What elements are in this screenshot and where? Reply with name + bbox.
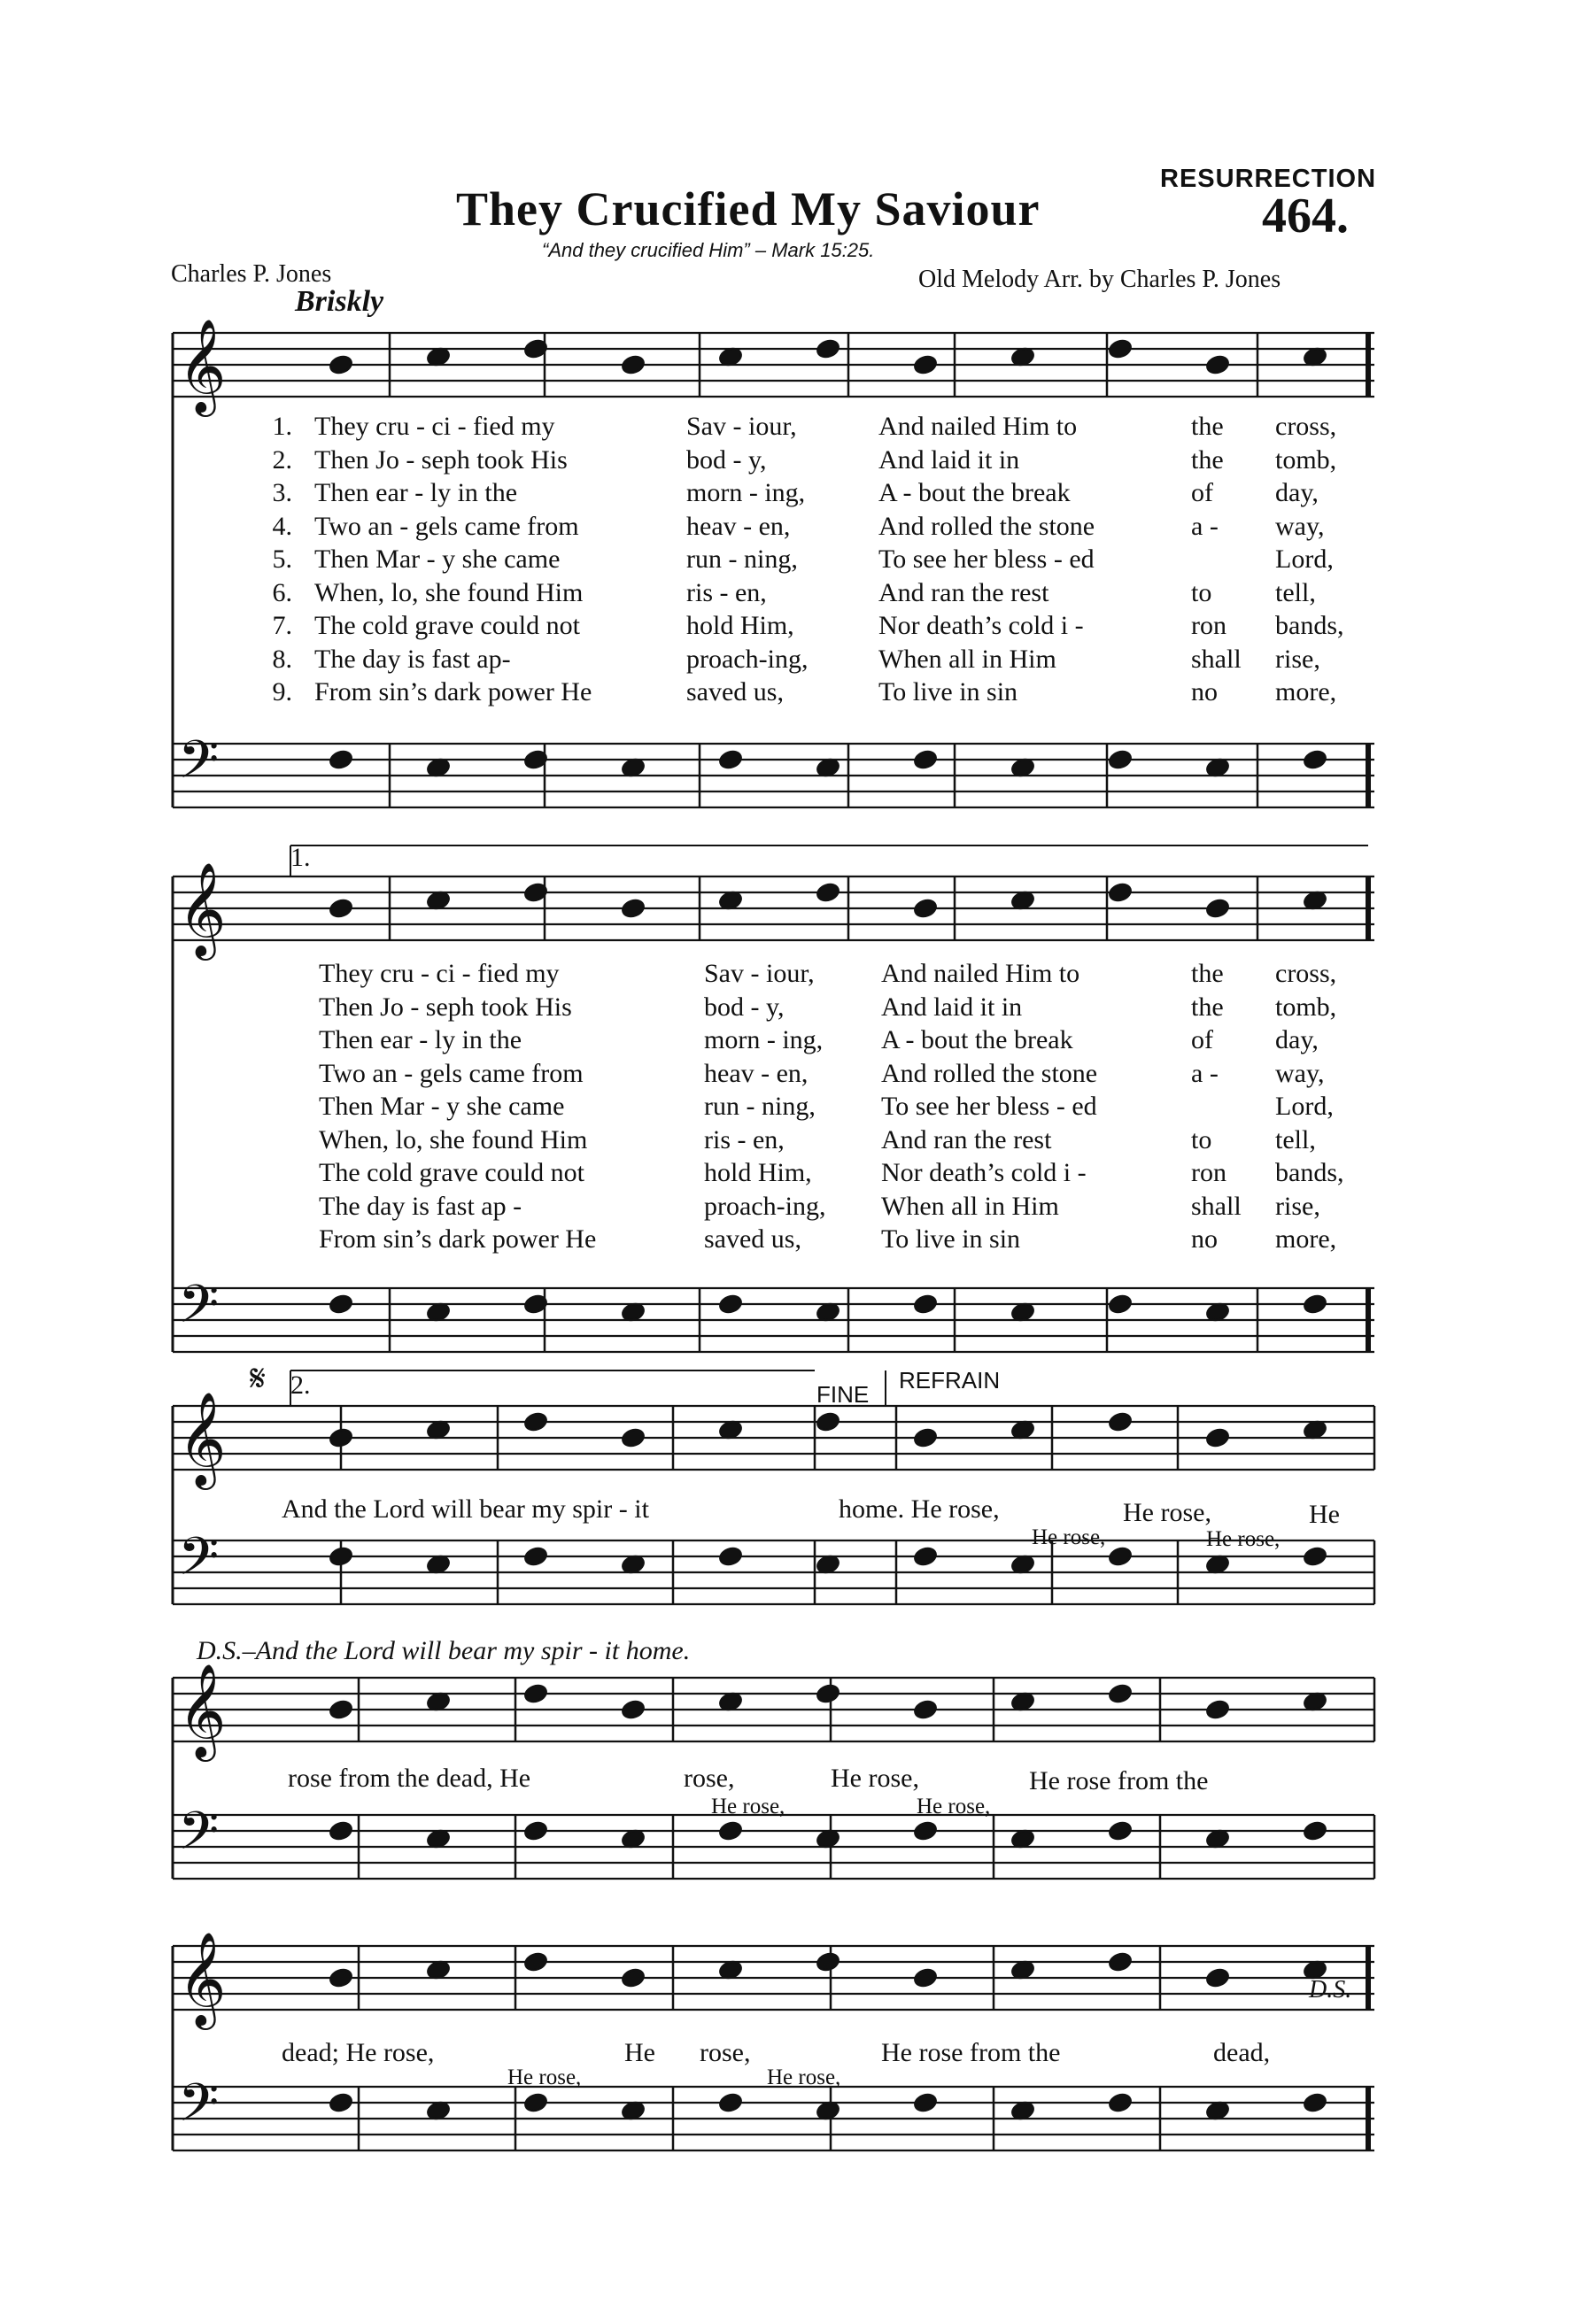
note-head — [523, 1546, 548, 1567]
verse-text-c: And rolled the stone — [878, 511, 1095, 541]
note-head — [913, 2092, 938, 2113]
verse-text-a: Then Jo - seph took His — [314, 444, 568, 475]
arranger-credit: Old Melody Arr. by Charles P. Jones — [918, 266, 1281, 293]
system5-lyric-a: dead; He rose, — [282, 2038, 435, 2067]
verse-number: 4. — [272, 511, 292, 541]
system4-lyric-c: He rose, — [831, 1764, 919, 1793]
system4-lyric-b: rose, — [684, 1764, 735, 1793]
note-head — [718, 749, 743, 770]
note-head — [1303, 1546, 1327, 1567]
note-head — [816, 1683, 840, 1704]
note-head — [1205, 898, 1230, 919]
hymn-number: 464. — [1262, 189, 1349, 243]
first-system-verse-line — [0, 512, 1594, 545]
second-system-verse-line — [0, 959, 1594, 992]
verse-text-b: morn - ing, — [686, 478, 806, 507]
second-system-verse-line — [0, 1158, 1594, 1192]
verse-text-e: rise, — [1275, 1191, 1320, 1221]
verse-text-d: shall — [1191, 644, 1242, 674]
note-head — [1108, 2092, 1133, 2113]
verse-text-e: Lord, — [1275, 1092, 1334, 1121]
note-head — [913, 898, 938, 919]
note-head — [718, 1546, 743, 1567]
verse-text-d: a - — [1191, 511, 1219, 541]
note-head — [329, 2092, 353, 2113]
clef-glyph: 𝄢 — [178, 1800, 220, 1874]
verse-text-d: the — [1191, 412, 1224, 441]
verse-text-e: tell, — [1275, 577, 1316, 607]
verse-text-b: proach-ing, — [704, 1191, 826, 1221]
system3-lyric-b: home. He rose, — [839, 1494, 1000, 1524]
system5-lyric-e: dead, — [1213, 2038, 1271, 2067]
verse-text-d: to — [1191, 577, 1212, 607]
verse-text-d: of — [1191, 1025, 1213, 1054]
system4-lyric-d: He rose from the — [1029, 1766, 1209, 1795]
verse-text-e: more, — [1275, 677, 1337, 706]
note-head — [329, 354, 353, 375]
system3-lyric-c: He rose, — [1123, 1498, 1211, 1527]
note-head — [816, 882, 840, 903]
note-head — [329, 1293, 353, 1315]
verse-text-d: the — [1191, 444, 1224, 475]
verse-text-c: Nor death’s cold i - — [881, 1158, 1087, 1187]
verse-text-e: tell, — [1275, 1124, 1316, 1154]
note-head — [523, 1820, 548, 1841]
verse-text-d: the — [1191, 959, 1224, 988]
note-head — [718, 2092, 743, 2113]
verse-text-a: Two an - gels came from — [314, 511, 579, 541]
verse-text-a: Two an - gels came from — [319, 1058, 584, 1088]
note-head — [329, 1699, 353, 1720]
note-head — [523, 1683, 548, 1704]
second-system-verse-line — [0, 1025, 1594, 1059]
verse-text-e: cross, — [1275, 412, 1337, 441]
note-head — [718, 1820, 743, 1841]
refrain-marking: REFRAIN — [899, 1367, 1001, 1394]
verse-text-a: The day is fast ap- — [314, 644, 511, 674]
first-system-verse-line — [0, 544, 1594, 578]
verse-text-d: ron — [1191, 611, 1226, 640]
note-head — [621, 1427, 646, 1448]
clef-glyph: 𝄢 — [178, 2072, 220, 2146]
note-head — [913, 354, 938, 375]
verse-text-a: Then Jo - seph took His — [319, 992, 572, 1022]
verse-text-d: shall — [1191, 1191, 1242, 1221]
note-head — [1303, 1820, 1327, 1841]
verse-text-a: From sin’s dark power He — [314, 677, 592, 706]
note-head — [718, 1293, 743, 1315]
verse-text-c: To live in sin — [878, 677, 1018, 706]
verse-text-c: When all in Him — [878, 644, 1056, 674]
verse-text-e: bands, — [1275, 611, 1344, 640]
second-system-verse-line — [0, 1059, 1594, 1093]
note-head — [913, 1427, 938, 1448]
verse-text-d: no — [1191, 677, 1218, 706]
verse-text-e: Lord, — [1275, 544, 1334, 574]
verse-number: 8. — [272, 644, 292, 674]
verse-text-b: morn - ing, — [704, 1025, 824, 1054]
note-head — [816, 1951, 840, 1973]
clef-glyph: 𝄢 — [178, 1525, 220, 1600]
verse-text-c: And nailed Him to — [878, 412, 1078, 441]
note-head — [1108, 1683, 1133, 1704]
note-head — [523, 2092, 548, 2113]
verse-text-a: When, lo, she found Him — [319, 1124, 588, 1154]
verse-text-b: run - ning, — [686, 544, 798, 574]
note-head — [1205, 1699, 1230, 1720]
second-ending-label: 2. — [290, 1370, 311, 1400]
verse-text-c: A - bout the break — [878, 478, 1071, 507]
note-head — [621, 898, 646, 919]
clef-glyph: 𝄞 — [178, 1931, 227, 2026]
verse-text-e: bands, — [1275, 1158, 1344, 1187]
clef-glyph: 𝄞 — [178, 1663, 227, 1757]
note-head — [913, 749, 938, 770]
first-ending-label: 1. — [290, 843, 311, 872]
system5-lyric-c: rose, — [700, 2038, 751, 2067]
verse-text-c: And nailed Him to — [881, 959, 1080, 988]
second-system-verse-line — [0, 992, 1594, 1026]
verse-number: 9. — [272, 677, 292, 706]
verse-text-c: To see her bless - ed — [878, 544, 1095, 574]
first-system-verse-line — [0, 445, 1594, 479]
verse-text-a: They cru - ci - fied my — [314, 412, 555, 441]
note-head — [621, 1967, 646, 1988]
verse-text-c: A - bout the break — [881, 1025, 1073, 1054]
clef-glyph: 𝄢 — [178, 1273, 220, 1347]
note-head — [1303, 1293, 1327, 1315]
verse-text-b: bod - y, — [704, 992, 785, 1022]
note-head — [1108, 1411, 1133, 1432]
verse-text-b: saved us, — [686, 677, 784, 706]
segno-sign: 𝄋 — [250, 1356, 267, 1400]
hymn-title: They Crucified My Saviour — [456, 182, 1041, 235]
verse-text-d: the — [1191, 992, 1224, 1022]
clef-glyph: 𝄢 — [178, 729, 220, 803]
note-head — [329, 898, 353, 919]
note-head — [621, 354, 646, 375]
note-head — [1303, 749, 1327, 770]
verse-text-b: saved us, — [704, 1224, 801, 1254]
first-system-verse-line — [0, 677, 1594, 711]
verse-text-e: cross, — [1275, 959, 1337, 988]
clef-glyph: 𝄞 — [178, 861, 227, 956]
verse-text-e: tomb, — [1275, 992, 1337, 1022]
second-system-verse-line — [0, 1125, 1594, 1159]
note-head — [1108, 1820, 1133, 1841]
verse-number: 6. — [272, 577, 292, 607]
verse-text-c: Nor death’s cold i - — [878, 611, 1084, 640]
verse-text-a: Then ear - ly in the — [314, 478, 518, 507]
note-head — [329, 1546, 353, 1567]
first-system-verse-line — [0, 578, 1594, 612]
verse-text-b: ris - en, — [686, 577, 767, 607]
system3-lyric-d: He — [1309, 1500, 1340, 1529]
note-head — [1108, 1546, 1133, 1567]
verse-text-c: To live in sin — [881, 1224, 1021, 1254]
note-head — [1108, 1951, 1133, 1973]
system5-alt-lyric-2: He rose, — [767, 2065, 841, 2089]
verse-text-a: From sin’s dark power He — [319, 1224, 597, 1254]
verse-text-d: no — [1191, 1224, 1218, 1254]
note-head — [913, 1967, 938, 1988]
verse-text-a: When, lo, she found Him — [314, 577, 584, 607]
note-head — [1108, 1293, 1133, 1315]
system5-alt-lyric-1: He rose, — [507, 2065, 582, 2089]
note-head — [1108, 338, 1133, 359]
note-head — [329, 1820, 353, 1841]
verse-text-c: And rolled the stone — [881, 1058, 1098, 1088]
system4-lyric-a: rose from the dead, He — [288, 1764, 531, 1793]
note-head — [1303, 2092, 1327, 2113]
note-head — [913, 1820, 938, 1841]
verse-text-e: way, — [1275, 511, 1325, 541]
ds-end-marking: D.S. — [1309, 1976, 1352, 2004]
note-head — [913, 1546, 938, 1567]
note-head — [1108, 749, 1133, 770]
note-head — [913, 1699, 938, 1720]
first-system-verse-line — [0, 412, 1594, 445]
system3-alt-lyric-2: He rose, — [1206, 1527, 1281, 1551]
verse-text-d: to — [1191, 1124, 1212, 1154]
note-head — [1108, 882, 1133, 903]
note-head — [816, 338, 840, 359]
note-head — [329, 1427, 353, 1448]
verse-text-c: And laid it in — [878, 444, 1020, 475]
verse-number: 3. — [272, 478, 292, 507]
verse-text-b: heav - en, — [686, 511, 791, 541]
clef-glyph: 𝄞 — [178, 318, 227, 413]
verse-text-b: ris - en, — [704, 1124, 785, 1154]
verse-text-c: And laid it in — [881, 992, 1023, 1022]
first-system-verse-line — [0, 645, 1594, 678]
note-head — [523, 1411, 548, 1432]
verse-text-a: The cold grave could not — [314, 611, 580, 640]
second-system-verse-line — [0, 1092, 1594, 1125]
verse-text-a: The day is fast ap - — [319, 1191, 522, 1221]
note-head — [621, 1699, 646, 1720]
author-credit: Charles P. Jones — [171, 260, 332, 288]
verse-text-b: run - ning, — [704, 1092, 816, 1121]
verse-text-a: Then ear - ly in the — [319, 1025, 522, 1054]
verse-text-e: way, — [1275, 1058, 1325, 1088]
verse-text-a: Then Mar - y she came — [319, 1092, 565, 1121]
verse-text-b: Sav - iour, — [704, 959, 815, 988]
first-system-verse-line — [0, 478, 1594, 512]
note-head — [523, 1951, 548, 1973]
system3-lyric-a: And the Lord will bear my spir - it — [282, 1494, 649, 1524]
verse-text-b: Sav - iour, — [686, 412, 797, 441]
note-head — [816, 1411, 840, 1432]
verse-text-b: proach-ing, — [686, 644, 809, 674]
note-head — [1205, 1967, 1230, 1988]
verse-text-e: day, — [1275, 478, 1319, 507]
note-head — [329, 1967, 353, 1988]
verse-text-c: And ran the rest — [881, 1124, 1052, 1154]
verse-text-b: heav - en, — [704, 1058, 809, 1088]
verse-text-c: And ran the rest — [878, 577, 1049, 607]
second-system-verse-line — [0, 1192, 1594, 1225]
fine-marking: FINE — [816, 1381, 870, 1408]
verse-text-e: tomb, — [1275, 444, 1337, 475]
verse-text-b: hold Him, — [686, 611, 794, 640]
verse-text-d: a - — [1191, 1058, 1219, 1088]
verse-text-a: They cru - ci - fied my — [319, 959, 560, 988]
scripture-reference: “And they crucified Him” – Mark 15:25. — [542, 239, 875, 261]
verse-number: 2. — [272, 444, 292, 475]
verse-text-d: ron — [1191, 1158, 1226, 1187]
first-system-verse-line — [0, 611, 1594, 645]
system4-alt-lyric-1: He rose, — [711, 1795, 785, 1818]
system3-alt-lyric-1: He rose, — [1032, 1525, 1106, 1549]
system5-lyric-d: He rose from the — [881, 2038, 1061, 2067]
note-head — [1205, 354, 1230, 375]
second-system-verse-line — [0, 1224, 1594, 1258]
verse-text-a: The cold grave could not — [319, 1158, 584, 1187]
verse-number: 1. — [272, 412, 292, 441]
tempo-marking: Briskly — [295, 285, 384, 318]
note-head — [329, 749, 353, 770]
verse-text-b: hold Him, — [704, 1158, 812, 1187]
note-head — [1205, 1427, 1230, 1448]
category-label: RESURRECTION — [1160, 165, 1377, 193]
verse-text-b: bod - y, — [686, 444, 767, 475]
verse-number: 7. — [272, 611, 292, 640]
system5-lyric-b: He — [624, 2038, 655, 2067]
clef-glyph: 𝄞 — [178, 1391, 227, 1486]
verse-text-c: When all in Him — [881, 1191, 1059, 1221]
ds-instruction: D.S.–And the Lord will bear my spir - it home. — [197, 1636, 691, 1665]
verse-text-c: To see her bless - ed — [881, 1092, 1097, 1121]
verse-text-d: of — [1191, 478, 1213, 507]
system4-alt-lyric-2: He rose, — [917, 1795, 991, 1818]
verse-text-e: rise, — [1275, 644, 1320, 674]
verse-text-a: Then Mar - y she came — [314, 544, 561, 574]
verse-text-e: day, — [1275, 1025, 1319, 1054]
verse-text-e: more, — [1275, 1224, 1337, 1254]
verse-number: 5. — [272, 544, 292, 574]
note-head — [913, 1293, 938, 1315]
